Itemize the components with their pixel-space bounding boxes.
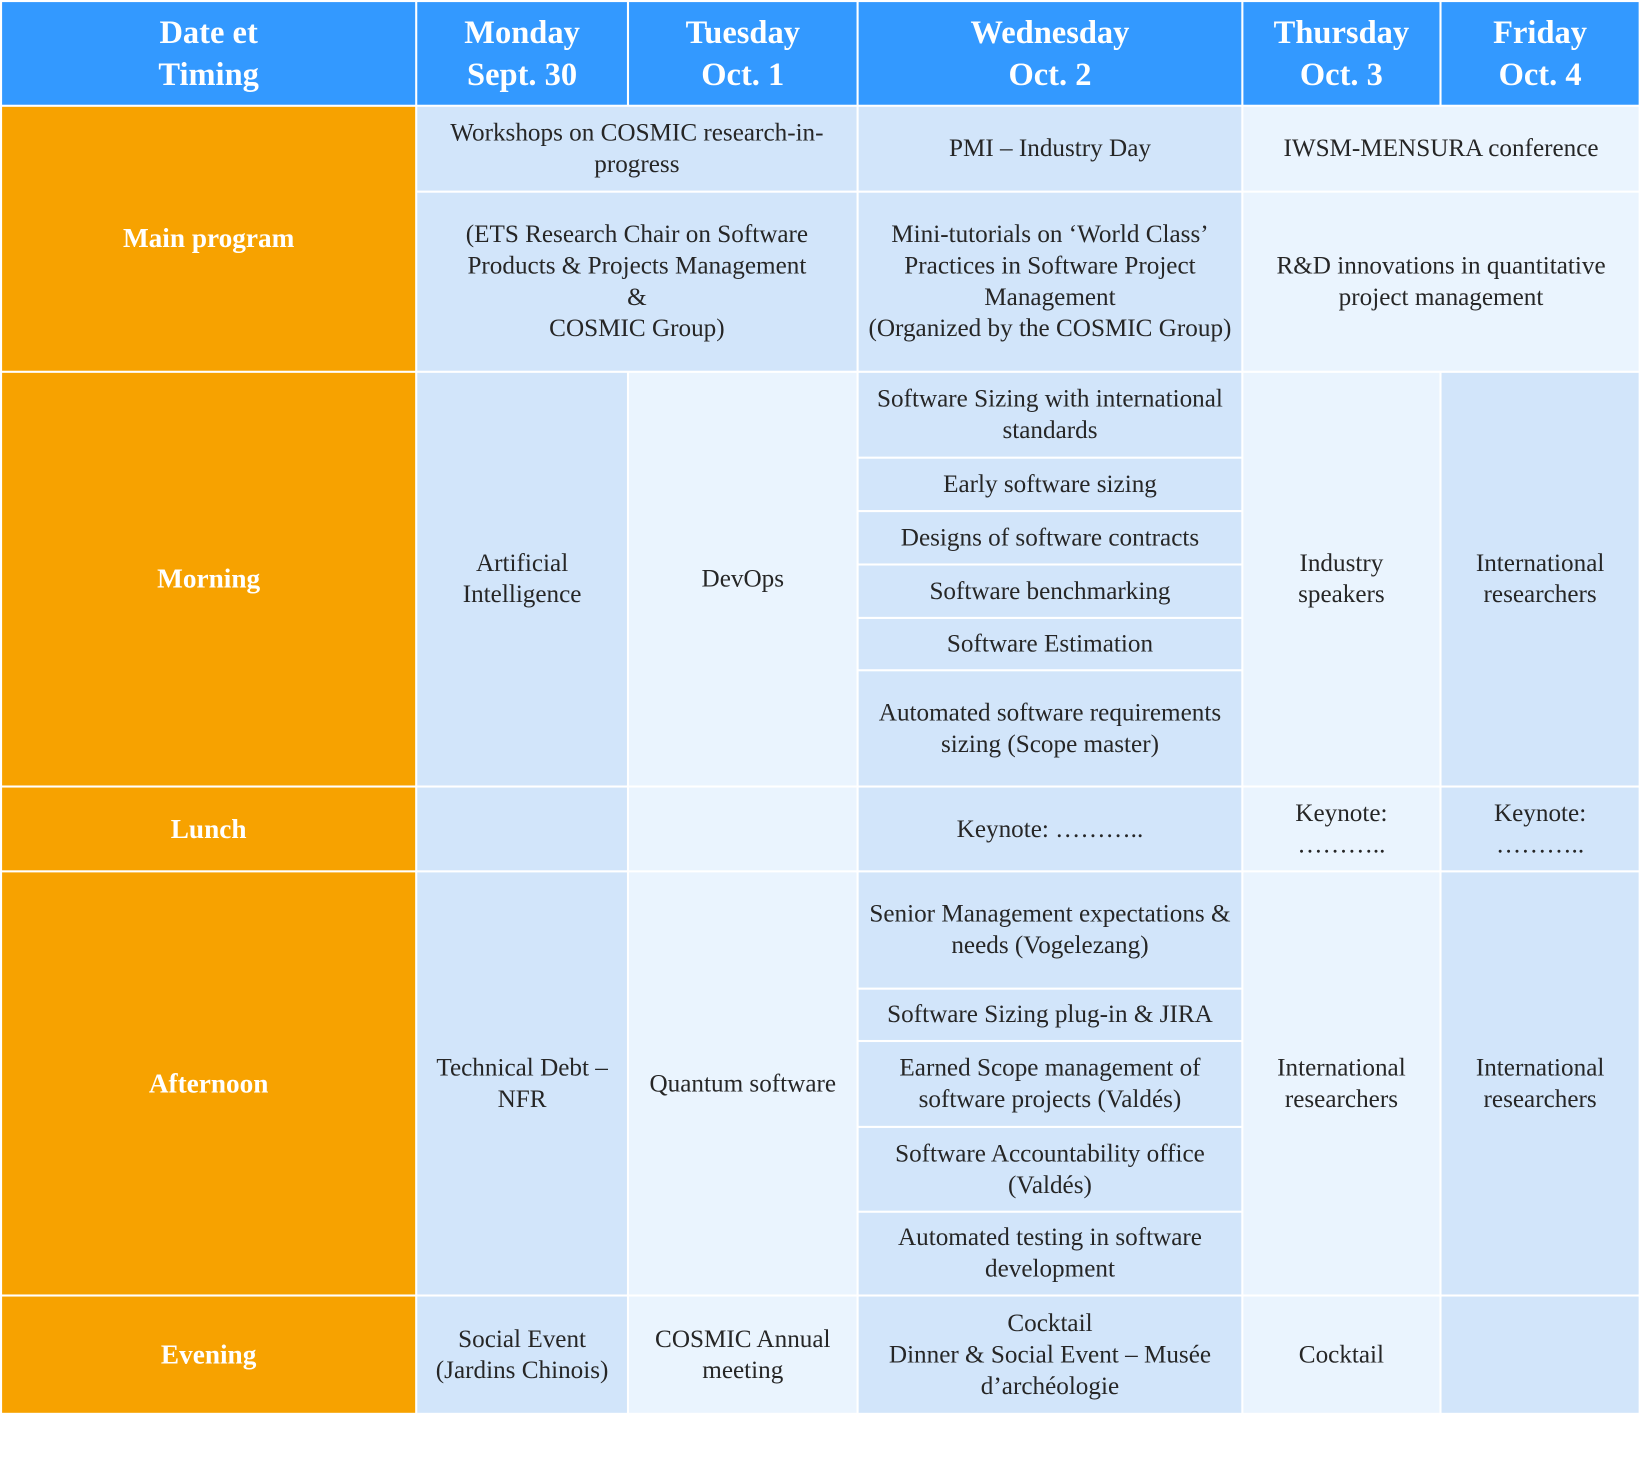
lunch-wednesday-keynote: Keynote: ……….. [859,788,1242,871]
lunch-tuesday [629,788,857,871]
row-label-afternoon: Afternoon [2,872,415,1294]
main-program-ets-research-chair: (ETS Research Chair on Software Products & Projects Management & COSMIC Group) [417,193,856,371]
header-tuesday: Tuesday Oct. 1 [629,2,857,105]
afternoon-thursday: International researchers [1243,872,1439,1294]
main-program-iwsm-conference: IWSM-MENSURA conference [1243,107,1638,191]
afternoon-wednesday-session: Software Sizing plug-in & JIRA [859,990,1242,1040]
row-label-morning: Morning [2,373,415,786]
main-program-mini-tutorials: Mini-tutorials on ‘World Class’ Practices in Software Project Management (Organized by the COSMIC Group) [859,193,1242,371]
main-program-rd-innovations: R&D innovations in quantitative project management [1243,193,1638,371]
evening-thursday: Cocktail [1243,1297,1439,1413]
morning-wednesday-session: Software benchmarking [859,566,1242,617]
lunch-friday-keynote: Keynote: ……….. [1442,788,1639,871]
morning-wednesday-session: Early software sizing [859,459,1242,510]
header-date-timing: Date et Timing [2,2,415,105]
morning-thursday: Industry speakers [1243,373,1439,786]
header-wednesday: Wednesday Oct. 2 [859,2,1242,105]
header-monday: Monday Sept. 30 [417,2,627,105]
afternoon-monday: Technical Debt – NFR [417,872,627,1294]
row-label-evening: Evening [2,1297,415,1413]
afternoon-wednesday-session: Automated testing in software development [859,1213,1242,1295]
evening-friday [1442,1297,1639,1413]
morning-wednesday-session: Designs of software contracts [859,512,1242,563]
morning-monday: Artificial Intelligence [417,373,627,786]
row-label-lunch: Lunch [2,788,415,871]
row-label-main-program: Main program [2,107,415,371]
afternoon-friday: International researchers [1442,872,1639,1294]
morning-friday: International researchers [1442,373,1639,786]
afternoon-wednesday-session: Software Accountability office (Valdés) [859,1128,1242,1211]
evening-wednesday: Cocktail Dinner & Social Event – Musée d’archéologie [859,1297,1242,1413]
afternoon-tuesday: Quantum software [629,872,857,1294]
main-program-pmi-industry-day: PMI – Industry Day [859,107,1242,191]
header-friday: Friday Oct. 4 [1442,2,1639,105]
morning-wednesday-session: Automated software requirements sizing (Scope master) [859,671,1242,785]
lunch-thursday-keynote: Keynote: ……….. [1243,788,1439,871]
morning-wednesday-session: Software Estimation [859,619,1242,669]
morning-wednesday-session: Software Sizing with international standards [859,373,1242,457]
evening-tuesday: COSMIC Annual meeting [629,1297,857,1413]
evening-monday: Social Event (Jardins Chinois) [417,1297,627,1413]
afternoon-wednesday-session: Earned Scope management of software projects (Valdés) [859,1042,1242,1126]
header-thursday: Thursday Oct. 3 [1243,2,1439,105]
main-program-workshops: Workshops on COSMIC research-in-progress [417,107,856,191]
lunch-monday [417,788,627,871]
morning-tuesday: DevOps [629,373,857,786]
afternoon-wednesday-session: Senior Management expectations & needs (Vogelezang) [859,872,1242,987]
